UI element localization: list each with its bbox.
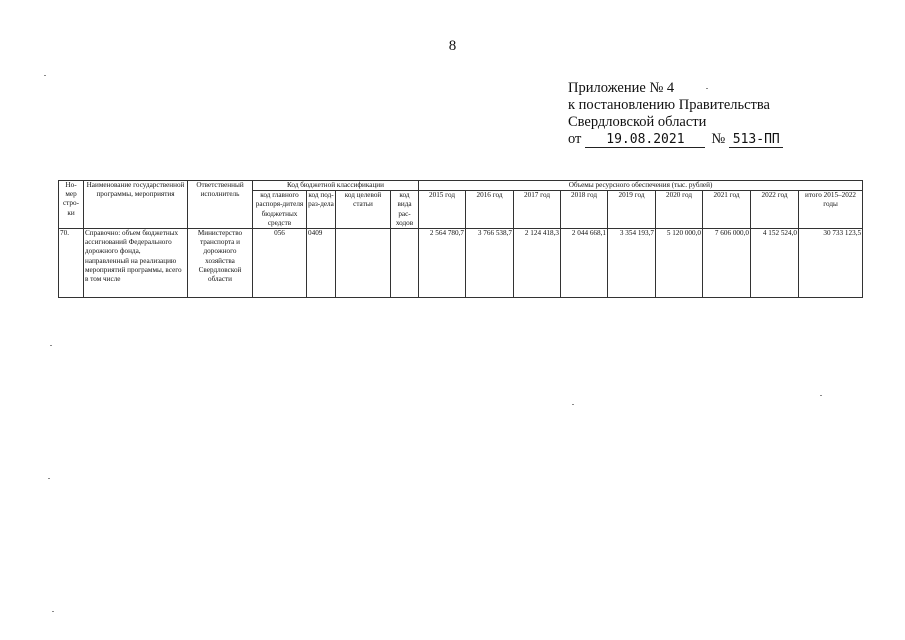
scan-speck bbox=[572, 404, 574, 405]
header-total: итого 2015–2022 годы bbox=[799, 191, 863, 229]
appendix-header bbox=[568, 80, 783, 148]
cell-code-subsection: 0409 bbox=[307, 229, 336, 298]
cell-value-2016: 3 766 538,7 bbox=[466, 229, 514, 298]
scan-speck bbox=[706, 88, 708, 89]
cell-row-number: 70. bbox=[59, 229, 84, 298]
scan-speck bbox=[820, 395, 822, 396]
appendix-region: Свердловской области bbox=[568, 114, 707, 130]
header-budget-classification: Код бюджетной классификации bbox=[253, 181, 419, 191]
scan-speck bbox=[48, 478, 50, 479]
header-code-target: код целевой статьи bbox=[336, 191, 391, 229]
appendix-resolution: к постановлению Правительства bbox=[568, 97, 770, 113]
cell-value-2017: 2 124 418,3 bbox=[514, 229, 561, 298]
cell-value-2022: 4 152 524,0 bbox=[751, 229, 799, 298]
header-year-2020: 2020 год bbox=[656, 191, 703, 229]
scan-speck bbox=[52, 611, 54, 612]
header-executor: Ответственный исполнитель bbox=[188, 181, 253, 229]
header-year-2019: 2019 год bbox=[608, 191, 656, 229]
page-number: 8 bbox=[448, 38, 457, 54]
budget-table bbox=[58, 180, 863, 298]
appendix-title: Приложение № 4 bbox=[568, 80, 675, 96]
resolution-date: 19.08.2021 bbox=[585, 133, 705, 148]
resolution-number: 513-ПП bbox=[729, 133, 783, 148]
header-row-number: Но-мер стро-ки bbox=[59, 181, 84, 229]
table-row bbox=[59, 229, 863, 298]
header-code-subsection: код под-раз-дела bbox=[307, 191, 336, 229]
header-code-manager: код главного распоря-дителя бюджетных средств bbox=[253, 191, 307, 229]
cell-code-target bbox=[336, 229, 391, 298]
header-year-2015: 2015 год bbox=[419, 191, 466, 229]
cell-code-expense bbox=[391, 229, 419, 298]
header-year-2022: 2022 год bbox=[751, 191, 799, 229]
header-row-1 bbox=[59, 181, 863, 191]
header-resources: Объемы ресурсного обеспечения (тыс. рублей) bbox=[419, 181, 863, 191]
cell-value-2015: 2 564 780,7 bbox=[419, 229, 466, 298]
cell-value-2021: 7 606 000,0 bbox=[703, 229, 751, 298]
cell-total: 30 733 123,5 bbox=[799, 229, 863, 298]
scan-speck bbox=[50, 345, 52, 346]
header-year-2016: 2016 год bbox=[466, 191, 514, 229]
header-code-expense: код вида рас-ходов bbox=[391, 191, 419, 229]
header-year-2021: 2021 год bbox=[703, 191, 751, 229]
cell-code-manager: 056 bbox=[253, 229, 307, 298]
cell-value-2018: 2 044 668,1 bbox=[561, 229, 608, 298]
cell-value-2020: 5 120 000,0 bbox=[656, 229, 703, 298]
header-year-2018: 2018 год bbox=[561, 191, 608, 229]
scan-speck bbox=[44, 75, 46, 76]
date-prefix: от bbox=[568, 131, 582, 147]
appendix-date-line bbox=[568, 131, 783, 148]
header-year-2017: 2017 год bbox=[514, 191, 561, 229]
header-name: Наименование государственной программы, мероприятия bbox=[84, 181, 188, 229]
cell-name: Справочно: объем бюджетных ассигнований Федерального дорожного фонда, направленный на реализацию мероприятий программы, всего в том числе bbox=[84, 229, 188, 298]
number-prefix: № bbox=[711, 131, 726, 147]
cell-value-2019: 3 354 193,7 bbox=[608, 229, 656, 298]
cell-executor: Министерство транспорта и дорожного хозяйства Свердловской области bbox=[188, 229, 253, 298]
